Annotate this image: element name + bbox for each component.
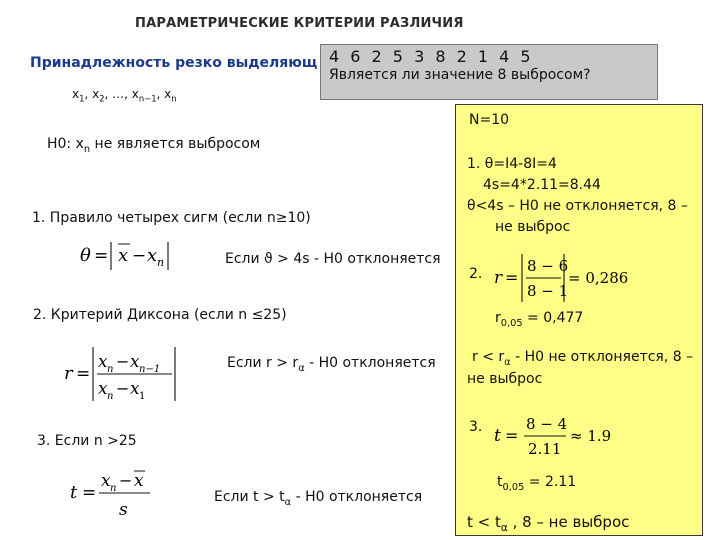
svg-text:1: 1 [139,391,146,402]
rule-four-sigma: 1. Правило четырех сигм (если n≥10) [32,210,311,226]
rule-dixon: 2. Критерий Диксона (если n ≤25) [33,307,287,323]
svg-text:−: − [119,471,133,490]
svg-text:=: = [76,364,91,384]
dixon-formula [62,345,182,403]
svg-text:2.11: 2.11 [528,440,562,458]
step2-number: 2. [469,266,483,282]
svg-text:=: = [94,246,109,266]
svg-text:n−1: n−1 [139,364,161,375]
svg-text:t: t [494,426,501,446]
rule-t-test: 3. Если n >25 [37,433,137,449]
step2-conclusion-cont: не выброс [467,371,543,387]
svg-text:8 − 4: 8 − 4 [526,415,568,433]
svg-text:=: = [82,483,97,503]
question-box [320,44,658,100]
null-hypothesis: H0: $x_n$ не является выбросом [47,136,261,155]
svg-text:θ: θ [80,245,91,266]
svg-text:≈ 1.9: ≈ 1.9 [570,427,612,445]
svg-text:t: t [70,482,78,503]
svg-text:8 − 6: 8 − 6 [527,257,569,275]
svg-text:x: x [118,245,129,266]
svg-text:x: x [98,379,108,399]
svg-text:x: x [147,245,158,266]
svg-text:n: n [157,256,165,269]
t-formula [68,464,158,522]
solution-panel [455,104,703,536]
slide-title: ПАРАМЕТРИЧЕСКИЕ КРИТЕРИИ РАЗЛИЧИЯ [135,16,464,31]
sample-sequence: 4 6 2 5 3 8 2 1 4 5 [329,47,534,66]
svg-text:=: = [505,268,519,287]
step1-theta: 1. θ=I4-8I=4 [467,156,557,172]
svg-text:x: x [130,379,140,399]
step1-four-s: 4s=4*2.11=8.44 [483,177,601,193]
svg-text:n: n [110,483,117,494]
svg-text:−: − [116,352,130,371]
step2-formula [492,251,632,305]
svg-text:−: − [116,379,130,398]
step3-formula [492,409,632,463]
step1-conclusion-cont: не выброс [495,219,571,235]
svg-text:8 − 1: 8 − 1 [527,282,569,300]
svg-text:n: n [107,391,114,402]
svg-text:r: r [494,268,503,288]
rule1-condition: Если ϑ > 4s - H0 отклоняется [225,251,441,267]
svg-text:= 0,286: = 0,286 [568,269,629,287]
step1-conclusion: θ<4s – H0 не отклоняется, 8 – [467,198,688,214]
sample-size: N=10 [469,112,510,128]
svg-text:x: x [130,352,140,372]
svg-text:x: x [98,352,108,372]
svg-text:−: − [132,246,147,266]
step2-conclusion: $r < r_\alpha - H0$ не отклоняется, 8 – [472,349,694,368]
r-critical: $r_{0,05} = 0,477$ [495,310,584,329]
t-critical: $t_{0,05} = 2.11$ [497,474,577,493]
rule3-condition: Если $t > t_\alpha - H0$ отклоняется [214,489,423,508]
svg-text:n: n [107,364,114,375]
question-text: Является ли значение 8 выбросом? [329,67,591,83]
svg-text:s: s [119,500,128,520]
step3-number: 3. [469,419,483,435]
section-heading: Принадлежность резко выделяющ [30,55,318,71]
theta-formula [78,238,178,272]
svg-text:x: x [134,471,144,491]
sample-notation: $x_1$, $x_2$, …, $x_{n-1}$, $x_n$ [72,87,177,104]
rule2-condition: Если $r > r_\alpha - H0$ отклоняется [227,355,436,374]
step3-conclusion: $t < t_\alpha$ , 8 – не выброс [467,513,630,534]
svg-text:=: = [505,426,519,445]
svg-text:r: r [64,363,73,384]
svg-text:x: x [101,471,111,491]
